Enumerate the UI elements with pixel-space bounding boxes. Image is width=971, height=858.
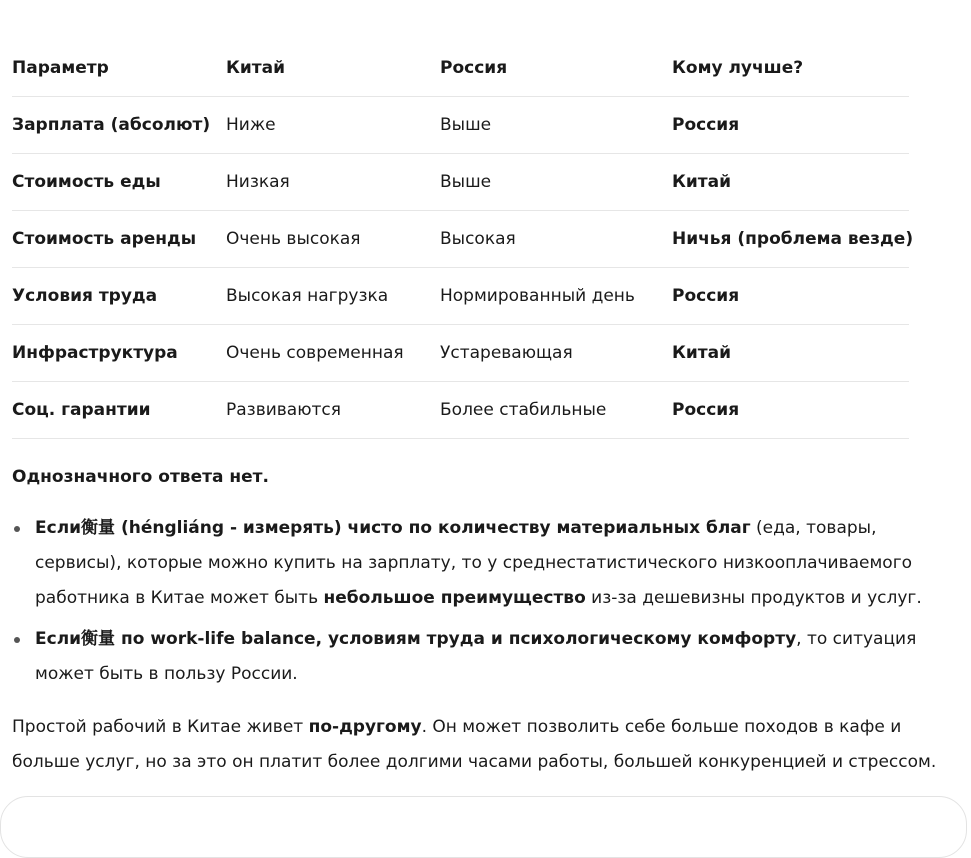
chat-input-box[interactable]: [0, 796, 967, 858]
verdict-heading: Однозначного ответа нет.: [12, 467, 269, 487]
cell-parameter: Зарплата (абсолют): [12, 97, 226, 154]
cell-russia: Выше: [440, 154, 672, 211]
response-content: [12, 40, 957, 780]
bullet-list: [12, 511, 957, 692]
cell-parameter: Стоимость еды: [12, 154, 226, 211]
closing-bold: по-другому: [308, 717, 422, 737]
closing-text-start: Простой рабочий в Китае живет: [12, 717, 309, 737]
comparison-table: [12, 40, 914, 439]
closing-paragraph: [12, 710, 957, 780]
header-who-better: Кому лучше?: [672, 40, 909, 97]
table-header-row: [12, 40, 909, 97]
header-china: Китай: [226, 40, 440, 97]
bullet-bold-lead: Если衡量 по work-life balance, условиям труда и психологическому комфорту: [35, 629, 797, 649]
closing-text-end: . Он может позволить себе больше походов в кафе и больше услуг, но за это он платит более долгими часами работы, большей конкуренцией и стрессом.: [12, 717, 937, 772]
cell-china: Развиваются: [226, 382, 440, 439]
cell-winner: Китай: [672, 325, 909, 382]
bullet-dot-icon: [14, 637, 20, 643]
table-row: [12, 154, 909, 211]
cell-winner: Россия: [672, 268, 909, 325]
cell-china: Низкая: [226, 154, 440, 211]
cell-winner: Ничья (проблема везде): [672, 211, 909, 268]
cell-russia: Более стабильные: [440, 382, 672, 439]
cell-parameter: Инфраструктура: [12, 325, 226, 382]
cell-winner: Россия: [672, 382, 909, 439]
bullet-dot-icon: [14, 526, 20, 532]
table-row: [12, 211, 909, 268]
cell-russia: Высокая: [440, 211, 672, 268]
table-row: [12, 382, 909, 439]
cell-russia: Нормированный день: [440, 268, 672, 325]
table-row: [12, 268, 909, 325]
cell-china: Ниже: [226, 97, 440, 154]
table-row: [12, 97, 909, 154]
cell-parameter: Соц. гарантии: [12, 382, 226, 439]
bullet-text: , то ситуация может быть в пользу России.: [35, 629, 917, 684]
bullet-bold-lead: Если衡量 (héngliáng - измерять) чисто по количеству материальных благ: [35, 518, 751, 538]
cell-winner: Россия: [672, 97, 909, 154]
header-parameter: Параметр: [12, 40, 226, 97]
header-russia: Россия: [440, 40, 672, 97]
cell-parameter: Условия труда: [12, 268, 226, 325]
cell-winner: Китай: [672, 154, 909, 211]
bullet-text-end: из-за дешевизны продуктов и услуг.: [585, 588, 922, 608]
cell-china: Высокая нагрузка: [226, 268, 440, 325]
cell-china: Очень высокая: [226, 211, 440, 268]
bullet-bold-mid: небольшое преимущество: [323, 588, 586, 608]
list-item: [12, 511, 957, 616]
cell-russia: Выше: [440, 97, 672, 154]
cell-china: Очень современная: [226, 325, 440, 382]
cell-russia: Устаревающая: [440, 325, 672, 382]
bullet-text: (еда, товары, сервисы), которые можно купить на зарплату, то у среднестатистического низкооплачиваемого работника в Китае может быть: [35, 518, 913, 608]
cell-parameter: Стоимость аренды: [12, 211, 226, 268]
table-row: [12, 325, 909, 382]
list-item: [12, 622, 957, 692]
